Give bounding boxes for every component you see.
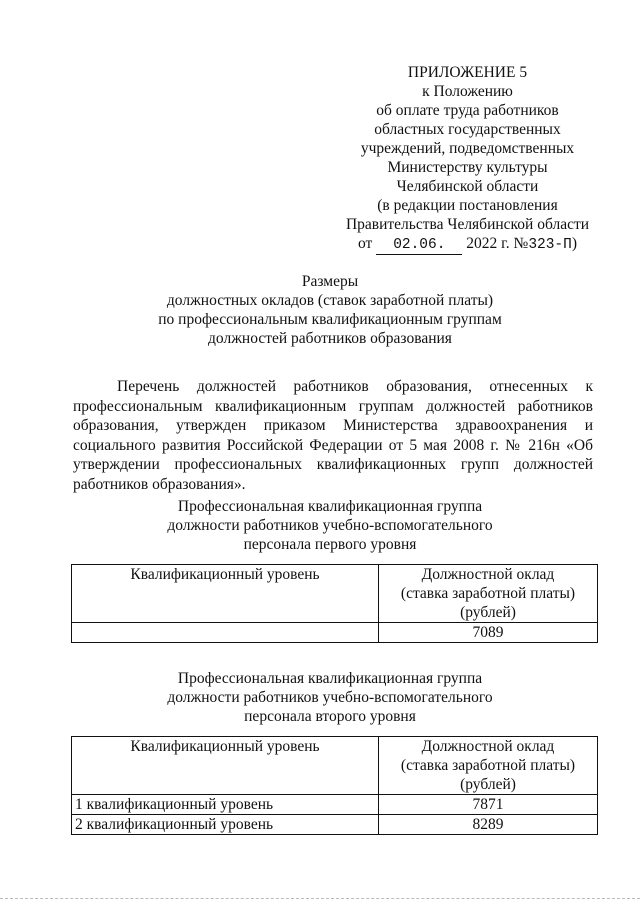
- header-salary: [379, 737, 598, 795]
- document-title: [100, 272, 560, 348]
- cell-salary: 7871: [379, 795, 598, 815]
- header-salary-line: (ставка заработной платы): [400, 585, 576, 602]
- appendix-line: Правительства Челябинской области: [345, 216, 590, 233]
- appendix-line: об оплате труда работников: [376, 102, 559, 119]
- table-header-row: [72, 565, 598, 623]
- table-row: [72, 815, 598, 835]
- appendix-line: Челябинской области: [396, 178, 539, 195]
- decree-date: 02.06.: [376, 236, 462, 255]
- document-title-line: должностных окладов (ставок заработной платы): [166, 292, 494, 309]
- header-level: Квалификационный уровень: [72, 737, 379, 795]
- table-header-row: [72, 737, 598, 795]
- decree-number: 323-П: [528, 237, 572, 253]
- group-title-1: [100, 497, 560, 554]
- header-salary-line: (ставка заработной платы): [400, 757, 576, 774]
- group-title-line: персонала второго уровня: [244, 708, 416, 725]
- cell-level: 1 квалификационный уровень: [72, 795, 379, 815]
- group-title-line: должности работников учебно-вспомогательного: [167, 517, 493, 534]
- group-title-line: Профессиональная квалификационная группа: [177, 498, 483, 515]
- document-title-line: должностей работников образования: [208, 330, 452, 347]
- group-title-line: должности работников учебно-вспомогательного: [167, 689, 493, 706]
- appendix-line: (в редакции постановления: [377, 197, 558, 214]
- cell-salary: 8289: [379, 815, 598, 835]
- group-title-2: [100, 669, 560, 726]
- from-label: от: [357, 235, 373, 252]
- salary-table-2: [71, 736, 598, 835]
- intro-paragraph-text: Перечень должностей работников образования, отнесенных к профессиональным квалификационным группам должностей работников образования, утвержден приказом Министерства здравоохранения и социального развития Российской Федерации от 5 мая 2008 г. № 216н «Об утверждении профессиональных квалификационных групп должностей работников образования».: [73, 378, 593, 493]
- page-bottom-edge: [0, 898, 640, 900]
- appendix-line: учреждений, подведомственных: [360, 140, 575, 157]
- appendix-line: к Положению: [422, 83, 513, 100]
- header-salary-line: (рублей): [460, 604, 516, 621]
- cell-level: 2 квалификационный уровень: [72, 815, 379, 835]
- salary-table-1: [71, 564, 598, 643]
- cell-level: [72, 623, 379, 643]
- appendix-header: [345, 63, 590, 255]
- header-salary-line: (рублей): [460, 776, 516, 793]
- intro-paragraph: [73, 377, 593, 494]
- appendix-line: областных государственных: [374, 121, 561, 138]
- header-level: Квалификационный уровень: [72, 565, 379, 623]
- group-title-line: Профессиональная квалификационная группа: [177, 670, 483, 687]
- decree-number-line: [345, 234, 590, 255]
- header-salary: [379, 565, 598, 623]
- document-title-line: по профессиональным квалификационным группам: [158, 311, 502, 328]
- cell-salary: 7089: [379, 623, 598, 643]
- document-title-line: Размеры: [301, 273, 359, 290]
- header-salary-line: Должностной оклад: [421, 738, 555, 755]
- table-row: [72, 623, 598, 643]
- appendix-title: ПРИЛОЖЕНИЕ 5: [407, 64, 528, 81]
- year-label: 2022 г. №: [466, 235, 529, 252]
- group-title-line: персонала первого уровня: [243, 536, 417, 553]
- close-paren: ): [571, 235, 578, 252]
- table-row: [72, 795, 598, 815]
- appendix-line: Министерству культуры: [387, 159, 548, 176]
- header-salary-line: Должностной оклад: [421, 566, 555, 583]
